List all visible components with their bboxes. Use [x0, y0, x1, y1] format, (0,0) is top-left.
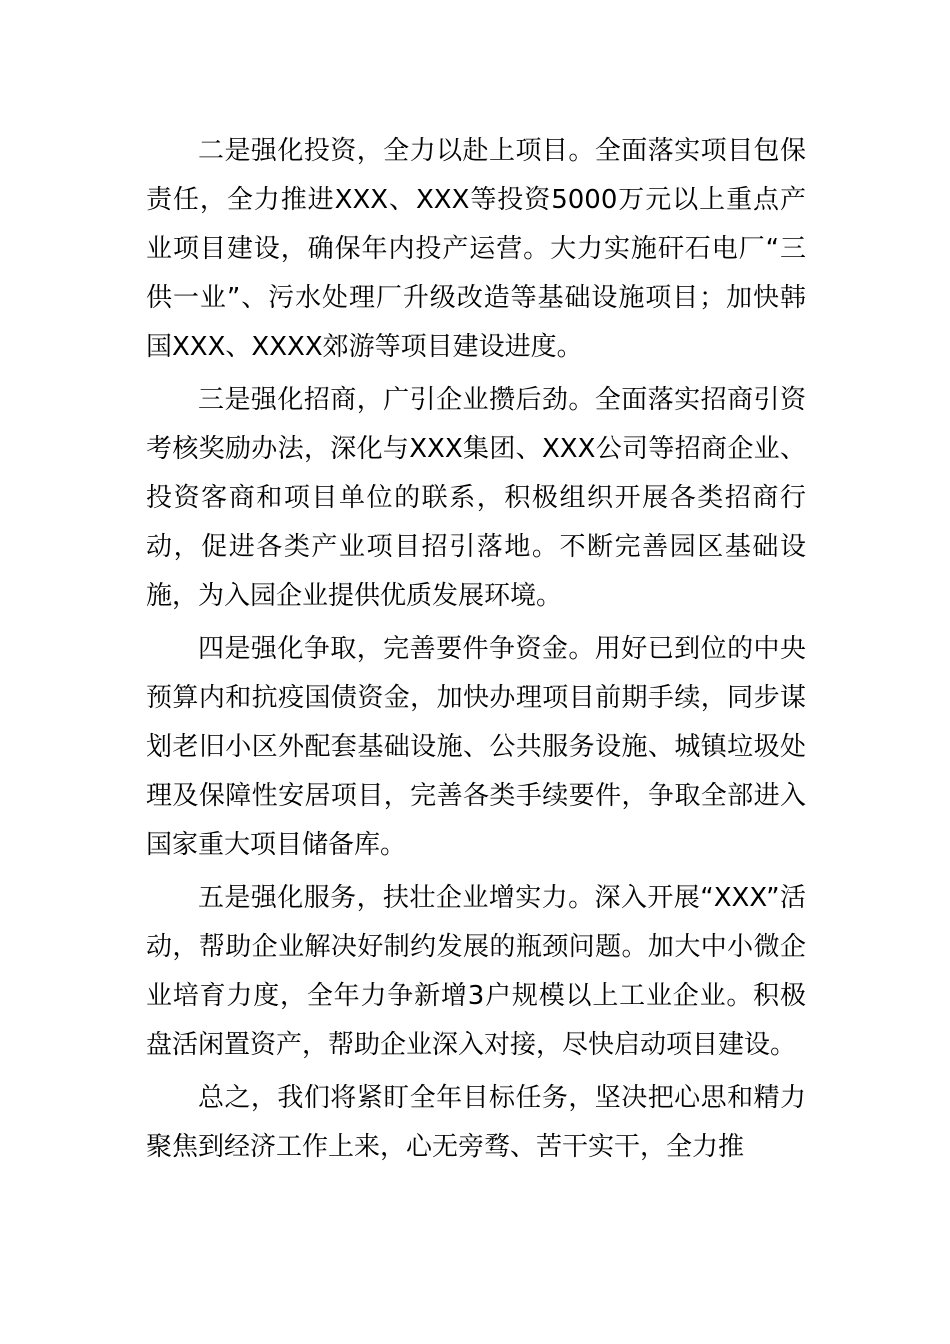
paragraph-summary: 总之，我们将紧盯全年目标任务，坚决把心思和精力聚焦到经济工作上来，心无旁骛、苦干实干，全力推: [146, 1083, 806, 1162]
paragraph-services: 五是强化服务，扶壮企业增实力。深入开展“XXX”活动，帮助企业解决好制约发展的瓶颈问题。加大中小微企业培育力度，全年力争新增3户规模以上工业企业。积极盘活闲置资产，帮助企业深入对接，尽快启动项目建设。: [146, 883, 806, 1060]
paragraph-funding: 四是强化争取，完善要件争资金。用好已到位的中央预算内和抗疫国债资金，加快办理项目前期手续，同步谋划老旧小区外配套基础设施、公共服务设施、城镇垃圾处理及保障性安居项目，完善各类手续要件，争取全部进入国家重大项目储备库。: [146, 634, 806, 860]
document-body: [146, 127, 806, 1176]
paragraph-investment-attraction: 三是强化招商，广引企业攒后劲。全面落实招商引资考核奖励办法，深化与XXX集团、XXX公司等招商企业、投资客商和项目单位的联系，积极组织开展各类招商行动，促进各类产业项目招引落地。不断完善园区基础设施，为入园企业提供优质发展环境。: [146, 385, 806, 611]
paragraph-investment: 二是强化投资，全力以赴上项目。全面落实项目包保责任，全力推进XXX、XXX等投资5000万元以上重点产业项目建设，确保年内投产运营。大力实施矸石电厂“三供一业”、污水处理厂升级改造等基础设施项目；加快韩国XXX、XXXX郊游等项目建设进度。: [146, 136, 806, 362]
